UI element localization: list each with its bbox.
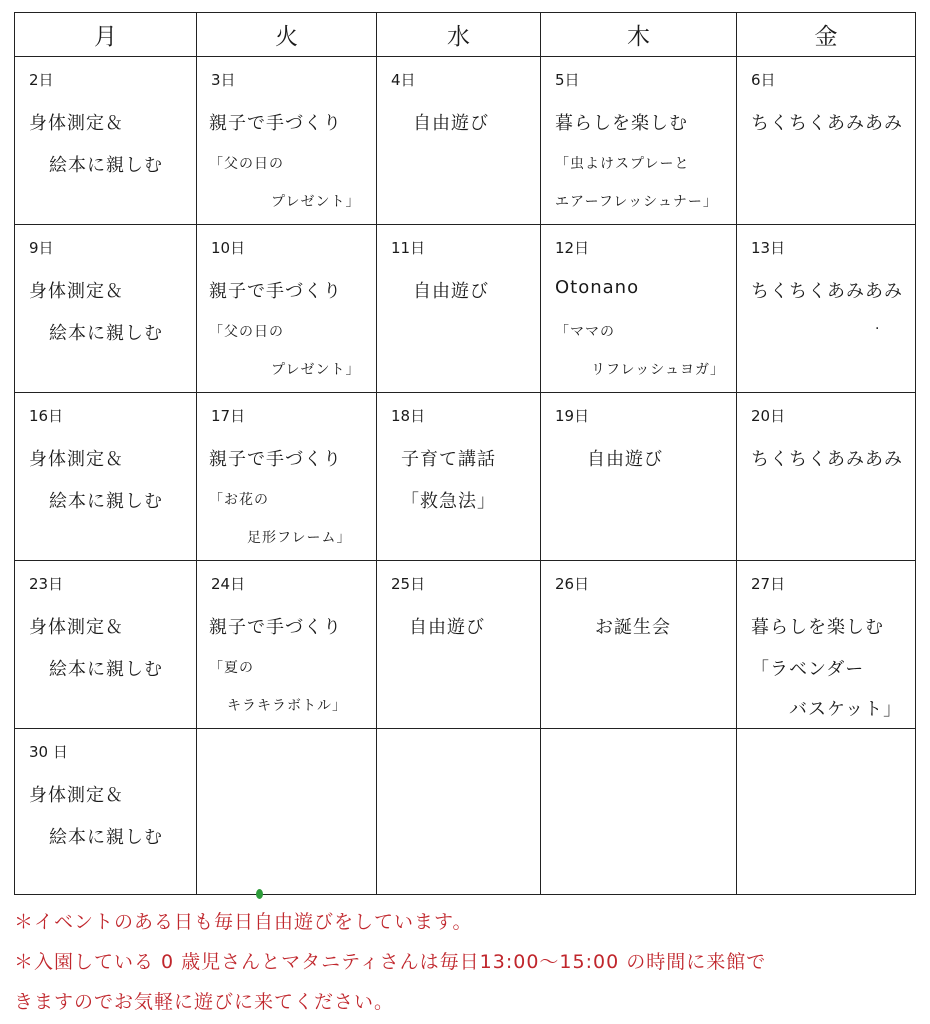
event-title-line2: 絵本に親しむ xyxy=(49,491,163,512)
day-number: 10日 xyxy=(211,239,246,257)
day-cell xyxy=(737,561,915,728)
day-cell xyxy=(377,225,541,392)
event-title: 自由遊び xyxy=(409,617,485,638)
day-number: 30 日 xyxy=(29,743,68,761)
day-cell xyxy=(541,561,737,728)
event-title: 身体測定＆ xyxy=(29,785,124,806)
event-title: 親子で手づくり xyxy=(209,449,342,470)
calendar-table xyxy=(14,12,916,895)
event-detail-line2: プレゼント」 xyxy=(271,362,361,378)
note-line-3: きますのでお気軽に遊びに来てください。 xyxy=(14,991,395,1013)
day-cell xyxy=(377,561,541,728)
day-number: 2日 xyxy=(29,71,54,89)
day-number: 12日 xyxy=(555,239,590,257)
event-detail-line2: エアーフレッシュナー」 xyxy=(555,194,718,210)
event-detail-line1: 「父の日の xyxy=(209,156,284,172)
event-title-line2: 絵本に親しむ xyxy=(49,155,163,176)
week-row-3 xyxy=(15,393,915,561)
event-detail-line2: プレゼント」 xyxy=(271,194,361,210)
event-title: 親子で手づくり xyxy=(209,281,342,302)
day-number: 13日 xyxy=(751,239,786,257)
day-cell xyxy=(737,225,915,392)
event-title: 暮らしを楽しむ xyxy=(751,617,884,638)
day-cell xyxy=(541,225,737,392)
day-cell xyxy=(15,225,197,392)
event-title: 身体測定＆ xyxy=(29,617,124,638)
day-cell xyxy=(15,393,197,560)
day-number: 27日 xyxy=(751,575,786,593)
day-number: 25日 xyxy=(391,575,426,593)
day-number: 6日 xyxy=(751,71,776,89)
weekday-header-row xyxy=(15,13,915,57)
event-detail-line2: 足形フレーム」 xyxy=(247,530,352,546)
event-detail-line1: 「お花の xyxy=(209,492,269,508)
day-cell xyxy=(377,393,541,560)
event-detail-line1: 「夏の xyxy=(209,660,254,676)
empty-day-cell xyxy=(737,729,915,894)
event-title: ちくちくあみあみ xyxy=(751,113,903,134)
event-detail-line2: リフレッシュヨガ」 xyxy=(591,362,726,378)
day-cell xyxy=(377,57,541,224)
event-title: 自由遊び xyxy=(413,113,489,134)
event-title: 身体測定＆ xyxy=(29,449,124,470)
event-title: 親子で手づくり xyxy=(209,113,342,134)
event-title: 身体測定＆ xyxy=(29,113,124,134)
week-row-4 xyxy=(15,561,915,729)
event-detail-line1: 「ママの xyxy=(555,324,615,340)
event-title: 自由遊び xyxy=(413,281,489,302)
stray-dot: . xyxy=(875,317,881,333)
event-title: 子育て講話 xyxy=(401,449,496,470)
event-detail-line1: 「父の日の xyxy=(209,324,284,340)
weekday-mon: 月 xyxy=(15,13,197,56)
day-number: 17日 xyxy=(211,407,246,425)
week-row-2 xyxy=(15,225,915,393)
event-title-line2: 「ラベンダー xyxy=(751,659,865,680)
event-detail-line2: キラキラボトル」 xyxy=(227,698,347,714)
day-number: 20日 xyxy=(751,407,786,425)
event-title: Otonano xyxy=(555,277,640,298)
note-line-1: ＊イベントのある日も毎日自由遊びをしています。 xyxy=(14,911,473,933)
day-cell xyxy=(15,729,197,894)
event-title-line2: 「救急法」 xyxy=(401,491,496,512)
weekday-wed: 水 xyxy=(377,13,541,56)
day-number: 5日 xyxy=(555,71,580,89)
weekday-fri: 金 xyxy=(814,24,838,50)
day-number: 23日 xyxy=(29,575,64,593)
day-cell xyxy=(541,393,737,560)
day-cell xyxy=(541,57,737,224)
day-number: 26日 xyxy=(555,575,590,593)
week-row-5 xyxy=(15,729,915,894)
day-number: 24日 xyxy=(211,575,246,593)
week-row-1 xyxy=(15,57,915,225)
day-number: 3日 xyxy=(211,71,236,89)
day-number: 11日 xyxy=(391,239,426,257)
note-line-2: ＊入園している 0 歳児さんとマタニティさんは毎日13:00～15:00 の時間に来館で xyxy=(14,951,767,973)
event-title: ちくちくあみあみ xyxy=(751,449,903,470)
day-cell xyxy=(737,393,915,560)
event-title: 身体測定＆ xyxy=(29,281,124,302)
event-title-line2: 絵本に親しむ xyxy=(49,659,163,680)
event-title: 自由遊び xyxy=(587,449,663,470)
event-title-line2: 絵本に親しむ xyxy=(49,827,163,848)
day-number: 9日 xyxy=(29,239,54,257)
green-ink-mark xyxy=(256,889,263,899)
event-title: ちくちくあみあみ xyxy=(751,281,903,302)
day-cell xyxy=(197,57,377,224)
event-title-line2: 絵本に親しむ xyxy=(49,323,163,344)
day-number: 4日 xyxy=(391,71,416,89)
weekday-tue: 火 xyxy=(197,13,377,56)
day-cell xyxy=(737,57,915,224)
day-cell xyxy=(15,561,197,728)
event-title: 暮らしを楽しむ xyxy=(555,113,688,134)
empty-day-cell xyxy=(541,729,737,894)
day-number: 16日 xyxy=(29,407,64,425)
day-cell xyxy=(197,225,377,392)
day-cell xyxy=(197,561,377,728)
weekday-thu: 木 xyxy=(541,13,737,56)
day-number: 18日 xyxy=(391,407,426,425)
empty-day-cell xyxy=(197,729,377,894)
day-cell xyxy=(197,393,377,560)
event-title: お誕生会 xyxy=(595,617,671,638)
event-title: 親子で手づくり xyxy=(209,617,342,638)
event-title-line3: バスケット」 xyxy=(789,699,903,720)
day-cell xyxy=(15,57,197,224)
event-detail-line1: 「虫よけスプレーと xyxy=(555,156,690,172)
notes-block xyxy=(14,902,924,1022)
empty-day-cell xyxy=(377,729,541,894)
day-number: 19日 xyxy=(555,407,590,425)
